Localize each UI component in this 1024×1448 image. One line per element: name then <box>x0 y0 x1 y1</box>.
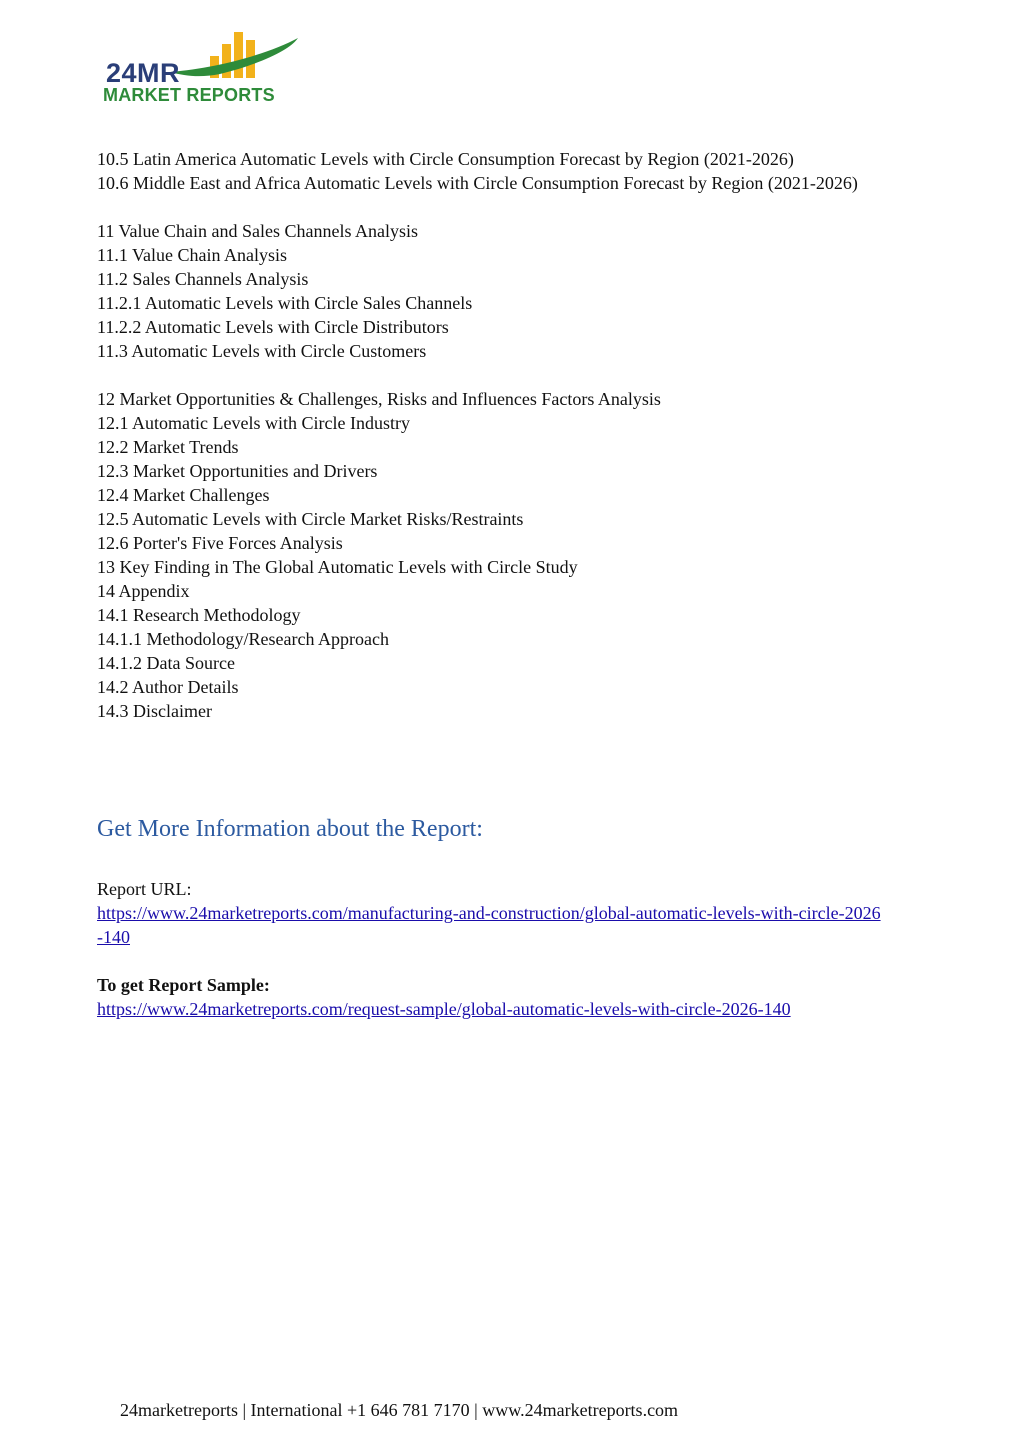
toc-item: 11.2.1 Automatic Levels with Circle Sales Channels <box>97 293 473 313</box>
toc-item: 14 Appendix <box>97 581 190 601</box>
toc-item: 10.6 Middle East and Africa Automatic Levels with Circle Consumption Forecast by Region (2021-2026) <box>97 173 858 193</box>
report-url-line-2: -140 <box>97 927 130 947</box>
toc-item: 12.4 Market Challenges <box>97 485 270 505</box>
logo-wordmark-bottom: MARKET REPORTS <box>103 85 275 105</box>
toc-item: 12.6 Porter's Five Forces Analysis <box>97 533 343 553</box>
more-info-heading: Get More Information about the Report: <box>97 815 483 842</box>
report-links <box>97 877 937 1021</box>
toc-item: 14.1.1 Methodology/Research Approach <box>97 629 389 649</box>
toc-item: 12.3 Market Opportunities and Drivers <box>97 461 378 481</box>
toc-item: 12.1 Automatic Levels with Circle Industry <box>97 413 410 433</box>
toc-item: 14.3 Disclaimer <box>97 701 212 721</box>
report-url-label: Report URL: <box>97 879 192 899</box>
report-url-link[interactable] <box>97 901 937 949</box>
toc-item: 11.1 Value Chain Analysis <box>97 245 287 265</box>
toc-item: 12 Market Opportunities & Challenges, Risks and Influences Factors Analysis <box>97 389 661 409</box>
page-footer: 24marketreports | International +1 646 781 7170 | www.24marketreports.com <box>120 1400 679 1420</box>
toc-item: 11.2.2 Automatic Levels with Circle Distributors <box>97 317 449 337</box>
company-logo <box>100 28 310 108</box>
sample-label: To get Report Sample: <box>97 975 270 995</box>
toc-group-12-14 <box>97 387 937 723</box>
report-url-line-1: https://www.24marketreports.com/manufacturing-and-construction/global-automatic-levels-with-circle-2026 <box>97 903 881 923</box>
toc-group-11 <box>97 219 937 363</box>
toc-item: 11.2 Sales Channels Analysis <box>97 269 309 289</box>
toc-item: 14.1.2 Data Source <box>97 653 235 673</box>
toc-item: 14.2 Author Details <box>97 677 239 697</box>
toc-item: 12.5 Automatic Levels with Circle Market Risks/Restraints <box>97 509 524 529</box>
table-of-contents <box>97 147 937 723</box>
toc-item: 11.3 Automatic Levels with Circle Customers <box>97 341 427 361</box>
logo-wordmark-top: 24MR <box>106 58 181 88</box>
toc-item: 10.5 Latin America Automatic Levels with Circle Consumption Forecast by Region (2021-2026) <box>97 149 794 169</box>
toc-group-10 <box>97 147 937 195</box>
toc-item: 14.1 Research Methodology <box>97 605 301 625</box>
toc-item: 11 Value Chain and Sales Channels Analysis <box>97 221 418 241</box>
sample-url-link[interactable]: https://www.24marketreports.com/request-sample/global-automatic-levels-with-circle-2026-140 <box>97 999 791 1019</box>
toc-item: 13 Key Finding in The Global Automatic Levels with Circle Study <box>97 557 578 577</box>
toc-item: 12.2 Market Trends <box>97 437 239 457</box>
